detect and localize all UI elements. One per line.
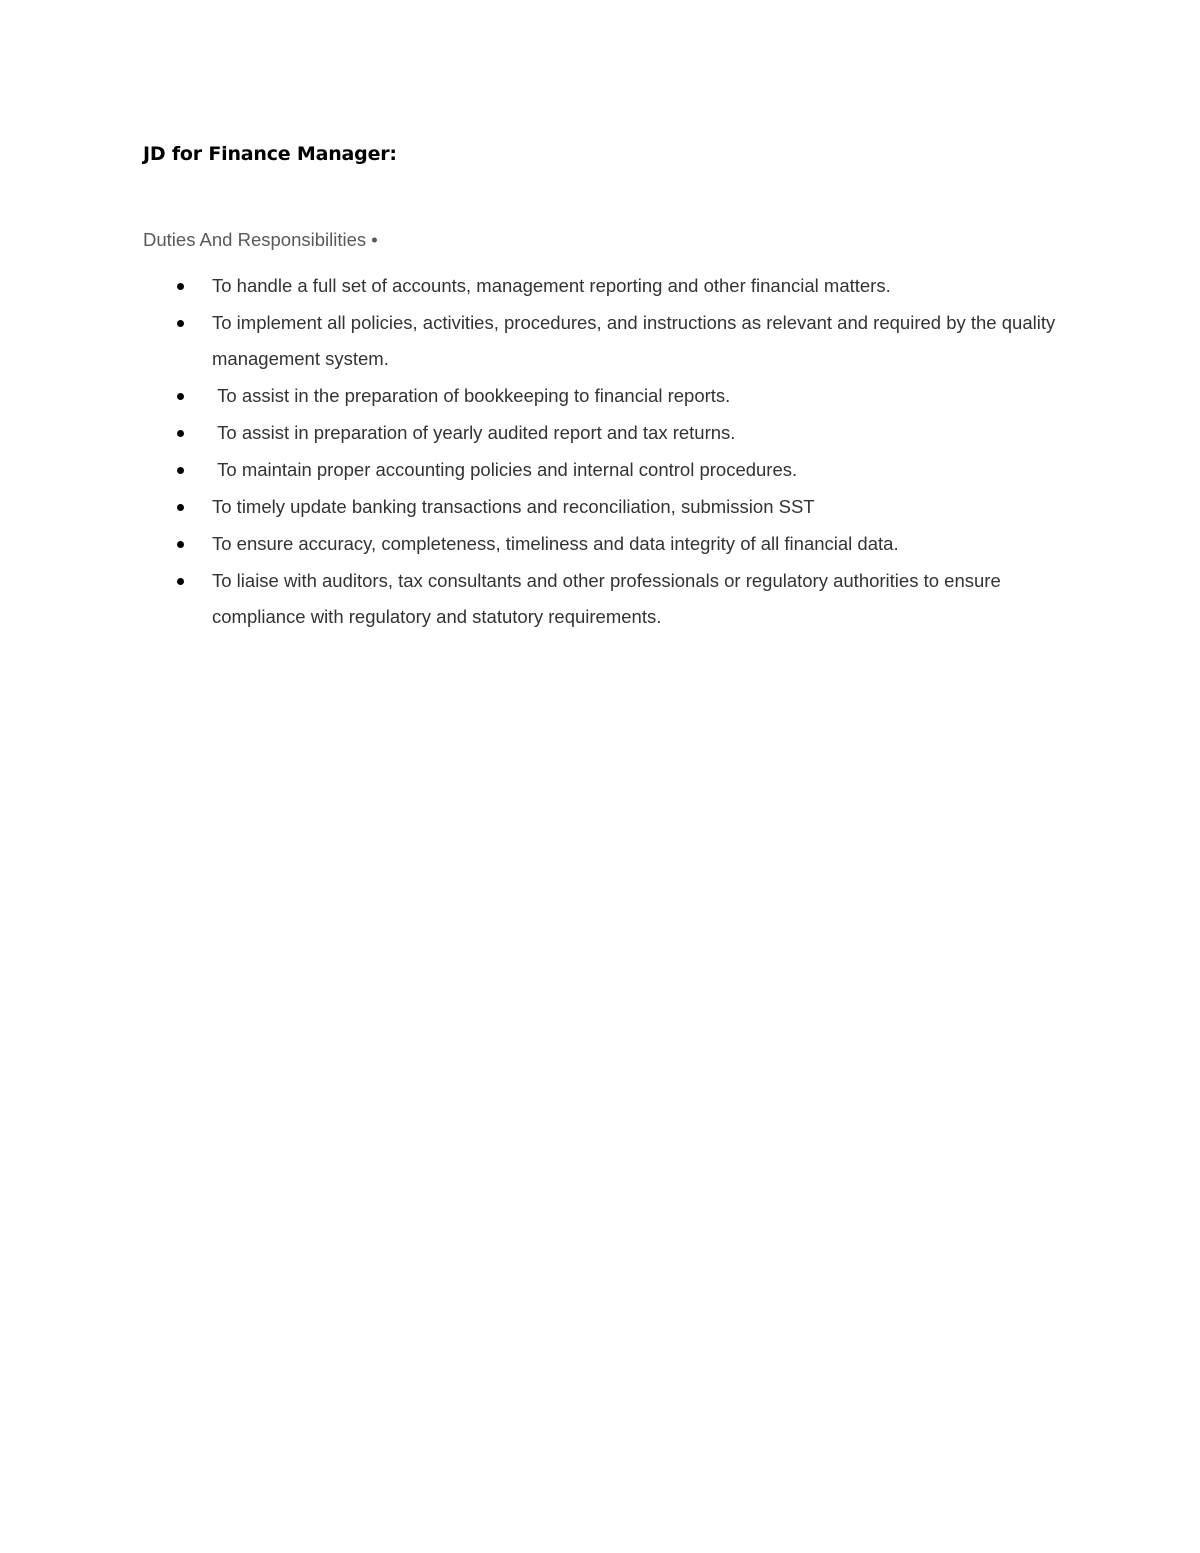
duty-text: To assist in the preparation of bookkeeping to financial reports. [212,385,731,406]
duty-list-item [143,563,1063,635]
duty-list-item [143,415,1063,451]
duty-list-item [143,489,1063,525]
bullet-icon [177,578,184,585]
duty-list-item [143,452,1063,488]
duty-list-item [143,526,1063,562]
duty-text: To implement all policies, activities, procedures, and instructions as relevant and required by the quality management system. [212,312,1061,369]
bullet-icon [177,504,184,511]
bullet-icon [177,283,184,290]
duty-text: To ensure accuracy, completeness, timeliness and data integrity of all financial data. [212,533,899,554]
bullet-icon [177,467,184,474]
duty-text: To timely update banking transactions and reconciliation, submission SST [212,496,815,517]
duty-text: To assist in preparation of yearly audited report and tax returns. [212,422,736,443]
duty-list-item [143,268,1063,304]
bullet-icon [177,541,184,548]
section-heading-duties: Duties And Responsibilities • [143,229,378,250]
document-title: JD for Finance Manager: [143,143,397,165]
duties-list [143,268,1063,636]
duty-text: To liaise with auditors, tax consultants and other professionals or regulatory authorities to ensure compliance with regulatory and statutory requirements. [212,570,1006,627]
duty-text: To handle a full set of accounts, management reporting and other financial matters. [212,275,891,296]
bullet-icon [177,320,184,327]
duty-text: To maintain proper accounting policies and internal control procedures. [212,459,798,480]
bullet-icon [177,393,184,400]
duty-list-item [143,305,1063,377]
duty-list-item [143,378,1063,414]
bullet-icon [177,430,184,437]
